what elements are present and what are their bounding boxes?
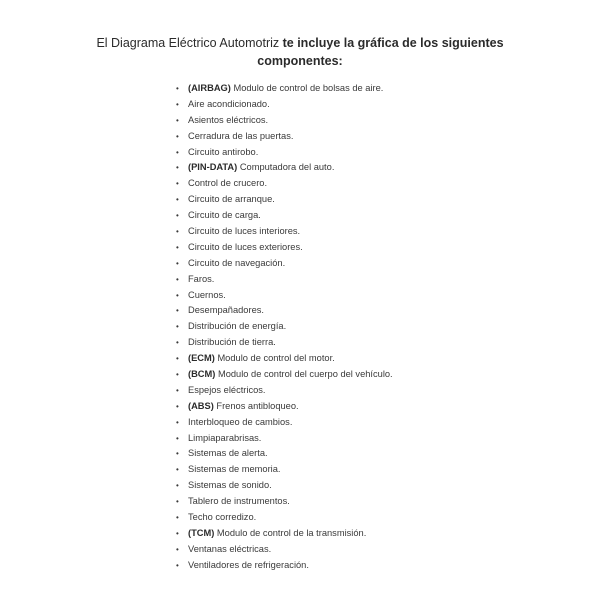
- bullet-icon: •: [176, 449, 179, 459]
- bullet-icon: •: [176, 481, 179, 491]
- list-item: [176, 494, 393, 510]
- list-item: [176, 510, 393, 526]
- item-text: Cerradura de las puertas.: [188, 130, 294, 141]
- list-item: [176, 335, 393, 351]
- list-item: [176, 113, 393, 129]
- bullet-icon: •: [176, 99, 179, 109]
- item-text: Limpiaparabrisas.: [188, 432, 262, 443]
- item-code: (ECM): [188, 353, 215, 364]
- list-item: [176, 319, 393, 335]
- item-text: Modulo de control de la transmisión.: [214, 527, 367, 538]
- list-item: [176, 208, 393, 224]
- list-item: [176, 399, 393, 415]
- list-item: [176, 367, 393, 383]
- bullet-icon: •: [176, 115, 179, 125]
- item-code: (TCM): [188, 527, 215, 538]
- list-item: [176, 478, 393, 494]
- item-text: Circuito de luces interiores.: [188, 226, 301, 237]
- list-item: [176, 303, 393, 319]
- item-text: Circuito antirobo.: [188, 146, 259, 157]
- component-list: [176, 81, 393, 574]
- item-text: Modulo de control de bolsas de aire.: [230, 83, 384, 93]
- list-item: [176, 446, 393, 462]
- bullet-icon: •: [176, 147, 179, 157]
- bullet-icon: •: [176, 528, 179, 538]
- list-item: [176, 224, 393, 240]
- list-item: [176, 176, 393, 192]
- list-item: [176, 272, 393, 288]
- list-item: [176, 240, 393, 256]
- item-text: Cuernos.: [188, 289, 226, 300]
- bullet-icon: •: [176, 417, 179, 427]
- heading-line-1: [0, 34, 600, 52]
- bullet-icon: •: [176, 131, 179, 141]
- item-text: Distribución de tierra.: [188, 337, 276, 348]
- item-text: Modulo de control del cuerpo del vehículo.: [215, 369, 393, 380]
- list-item: [176, 288, 393, 304]
- item-text: Circuito de luces exteriores.: [188, 241, 303, 252]
- item-text: Ventiladores de refrigeración.: [188, 559, 309, 570]
- list-item: [176, 415, 393, 431]
- item-text: Ventanas eléctricas.: [188, 543, 272, 554]
- list-item: [176, 81, 393, 97]
- bullet-icon: •: [176, 465, 179, 475]
- item-text: Espejos eléctricos.: [188, 384, 266, 395]
- bullet-icon: •: [176, 195, 179, 205]
- bullet-icon: •: [176, 290, 179, 300]
- item-text: Frenos antibloqueo.: [213, 400, 299, 411]
- item-code: (PIN-DATA): [188, 162, 238, 173]
- bullet-icon: •: [176, 306, 179, 316]
- bullet-icon: •: [176, 370, 179, 380]
- item-text: Sistemas de sonido.: [188, 480, 272, 491]
- page-heading: [0, 34, 600, 70]
- bullet-icon: •: [176, 354, 179, 364]
- item-text: Desempañadores.: [188, 305, 264, 316]
- list-item: [176, 256, 393, 272]
- bullet-icon: •: [176, 497, 179, 507]
- item-text: Distribución de energía.: [188, 321, 287, 332]
- bullet-icon: •: [176, 560, 179, 570]
- bullet-icon: •: [176, 544, 179, 554]
- item-text: Techo corredizo.: [188, 512, 257, 523]
- bullet-icon: •: [176, 179, 179, 189]
- list-item: [176, 192, 393, 208]
- list-item: [176, 462, 393, 478]
- bullet-icon: •: [176, 274, 179, 284]
- list-item: [176, 97, 393, 113]
- list-item: [176, 526, 393, 542]
- item-text: Circuito de navegación.: [188, 257, 286, 268]
- bullet-icon: •: [176, 385, 179, 395]
- item-text: Circuito de carga.: [188, 210, 261, 221]
- heading-bold-text: te incluye la gráfica de los siguientes: [282, 36, 504, 50]
- item-code: (ABS): [188, 400, 214, 411]
- item-text: Tablero de instrumentos.: [188, 496, 290, 507]
- bullet-icon: •: [176, 227, 179, 237]
- bullet-icon: •: [176, 513, 179, 523]
- list-item: [176, 558, 393, 574]
- item-text: Interbloqueo de cambios.: [188, 416, 293, 427]
- bullet-icon: •: [176, 322, 179, 332]
- list-item: [176, 145, 393, 161]
- item-text: Circuito de arranque.: [188, 194, 275, 205]
- bullet-icon: •: [176, 163, 179, 173]
- item-text: Control de crucero.: [188, 178, 268, 189]
- heading-line-2: componentes:: [257, 54, 343, 68]
- bullet-icon: •: [176, 433, 179, 443]
- item-code: (BCM): [188, 369, 216, 380]
- item-text: Aire acondicionado.: [188, 98, 270, 109]
- bullet-icon: •: [176, 84, 179, 93]
- bullet-icon: •: [176, 401, 179, 411]
- list-item: [176, 383, 393, 399]
- list-item: [176, 129, 393, 145]
- item-text: Sistemas de alerta.: [188, 448, 268, 459]
- bullet-icon: •: [176, 211, 179, 221]
- item-text: Asientos eléctricos.: [188, 114, 269, 125]
- heading-intro-text: El Diagrama Eléctrico Automotriz: [96, 36, 283, 50]
- bullet-icon: •: [176, 258, 179, 268]
- bullet-icon: •: [176, 338, 179, 348]
- item-text: Sistemas de memoria.: [188, 464, 281, 475]
- bullet-icon: •: [176, 242, 179, 252]
- list-item: [176, 431, 393, 447]
- list-item: [176, 351, 393, 367]
- list-item: [176, 160, 393, 176]
- item-text: Faros.: [188, 273, 215, 284]
- item-text: Modulo de control del motor.: [214, 353, 335, 364]
- item-code: (AIRBAG): [188, 83, 231, 93]
- list-item: [176, 542, 393, 558]
- item-text: Computadora del auto.: [237, 162, 335, 173]
